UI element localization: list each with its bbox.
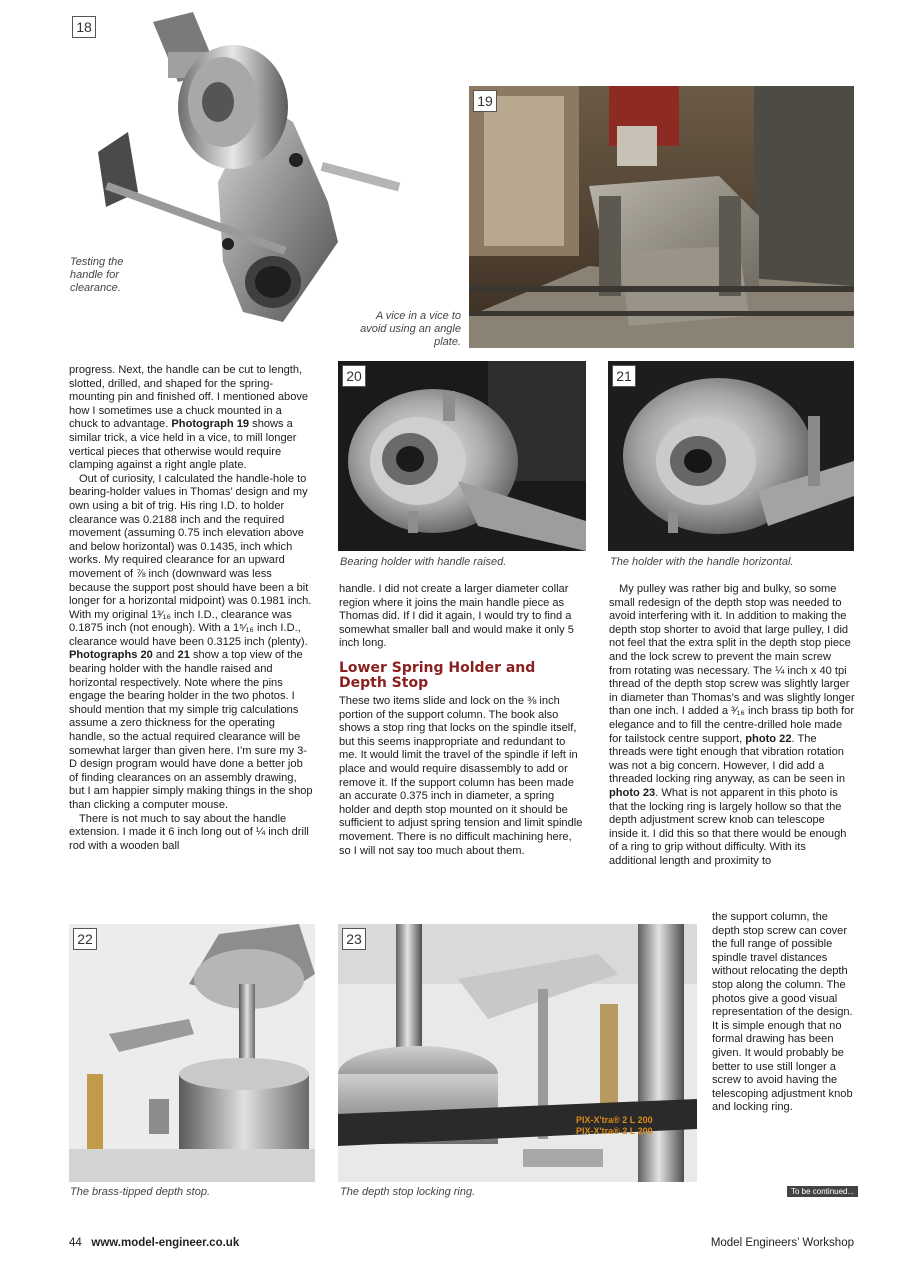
- section-heading: Lower Spring Holder and Depth Stop: [339, 659, 536, 691]
- article-column-2: [339, 583, 585, 858]
- footer-left: [69, 1237, 239, 1249]
- photo-20-number: 20: [342, 365, 366, 387]
- photo-19-image: [469, 86, 854, 348]
- photo-18-number: 18: [72, 16, 96, 38]
- photo-23-image: [338, 924, 697, 1182]
- photo-21-image: [608, 361, 854, 551]
- col1-paragraph-3: There is not much to say about the handle extension. I made it 6 inch long out of ¼ inch drill rod with a wooden ball: [69, 812, 309, 852]
- photo-22-image: [69, 924, 315, 1182]
- col3-paragraph-2: the support column, the depth stop screw can cover the full range of possible spindle travel distances without relocating the depth stop along the column. The photos give a good visual representation of the design. It is simple enough that no formal drawing has been given. It would probably be better to use still longer a screw to avoid having the telescoping adjustment knob and locking ring.: [712, 911, 853, 1114]
- to-be-continued-tag: To be continued...: [787, 1186, 858, 1197]
- photo-18-caption: Testing the handle for clearance.: [70, 256, 124, 294]
- article-column-1: [69, 364, 313, 853]
- photo-21: [608, 361, 854, 551]
- footer-url[interactable]: www.model-engineer.co.uk: [91, 1237, 240, 1249]
- col1-paragraph-1: progress. Next, the handle can be cut to length, slotted, drilled, and shaped for the spring-mounting pin and finished off. I mentioned above how I sometimes use a chuck mounted in a chuck to advantage. Photograph 19 shows a similar trick, a vice held in a vice, to mill longer vertical pieces that otherwise would require clamping against a right angle plate.: [69, 364, 309, 472]
- photo-22-caption: The brass-tipped depth stop.: [70, 1186, 211, 1198]
- col2-paragraph-1: handle. I did not create a larger diameter collar region where it joins the main handle piece as Thomas did. If I did it again, I would try to find a somewhat smaller ball and would make it only 5 inch long.: [339, 583, 574, 650]
- col3-paragraph-1: My pulley was rather big and bulky, so some small redesign of the depth stop was needed to avoid interfering with it. In addition to making the depth stop shorter to avoid that large pulley, I did not feel that the extra split in the depth stop piece and the lock screw to prevent the main screw from rotating was necessary. The ¼ inch x 40 tpi thread of the depth stop screw was slightly larger in diameter than Thomas’s and was slightly longer than one inch. I added a ³⁄₁₆ inch brass tip both for elegance and to fill the centre-drilled hole made for tailstock centre support, photo 22. The threads were tight enough that vibration rotation was not a big concern. However, I did add a threaded locking ring anyway, as can be seen in photo 23. What is not apparent in this photo is that the locking ring is largely hollow so that the depth adjustment screw knob can telescope inside it. I did this so that there would be enough of a ring to grip without difficulty. With its additional length and proximity to: [609, 583, 855, 867]
- photo-23-caption: The depth stop locking ring.: [340, 1186, 476, 1198]
- article-column-3-wrap: [712, 911, 856, 1115]
- photo-23-number: 23: [342, 928, 366, 950]
- photo-20: [338, 361, 586, 551]
- page-number: 44: [69, 1237, 82, 1249]
- photo-19: [469, 86, 854, 348]
- col2-paragraph-2: These two items slide and lock on the ⅜ inch portion of the support column. The book also shows a stop ring that locks on the spindle itself, but this seems inappropriate and redundant to me. It would limit the travel of the spindle if left in place and would require disassembly to add or remove it. If the support column has been made an accurate 0.375 inch in diameter, a spring holder and depth stop mounted on it should be sufficient to adjust spring tension and limit spindle movement. There is no difficult machining here, so I will not say too much about them.: [339, 694, 583, 857]
- article-column-3: [609, 583, 855, 868]
- photo-21-caption: The holder with the handle horizontal.: [610, 556, 794, 568]
- photo-22: [69, 924, 315, 1182]
- col1-paragraph-2: Out of curiosity, I calculated the handle-hole to bearing-holder values in Thomas’ design and my own using a bit of trig. His ring I.D. to holder clearance was 0.2188 inch and the required movement (assuming 0.75 inch elevation above and below horizontal) was 0.1435, inch which works. My required clearance for an upward movement of ⅞ inch (downward was less because the support post should have been a bit longer for a horizontal midpoint) was 0.1981 inch. With my original 1³⁄₁₆ inch I.D., clearance was 0.1875 inch (not enough). With a 1⁵⁄₁₆ inch I.D., clearance would have been 0.3125 inch (plenty). Photographs 20 and 21 show a top view of the bearing holder with the handle raised and horizontal respectively. Note where the pins engage the bearing holder in the two photos. I should mention that my simple trig calculations assume a zero thickness for the operating handle, so the actual required clearance will be somewhat larger than given here. I’m sure my 3-D design program would have done a better job of finding clearances on an assembly drawing, but I am happier simply making things in the shop than clicking a computer mouse.: [69, 472, 313, 811]
- belt-text-2: PIX-X'tra® 2 L 200: [576, 1126, 653, 1136]
- photo-20-caption: Bearing holder with handle raised.: [340, 556, 507, 568]
- photo-19-number: 19: [473, 90, 497, 112]
- photo-23: [338, 924, 697, 1182]
- belt-text-1: PIX-X'tra® 2 L 200: [576, 1115, 653, 1125]
- photo-19-caption: A vice in a vice to avoid using an angle plate.: [360, 310, 461, 348]
- footer-magazine-title: Model Engineers’ Workshop: [710, 1237, 854, 1249]
- photo-21-number: 21: [612, 365, 636, 387]
- photo-20-image: [338, 361, 586, 551]
- photo-22-number: 22: [73, 928, 97, 950]
